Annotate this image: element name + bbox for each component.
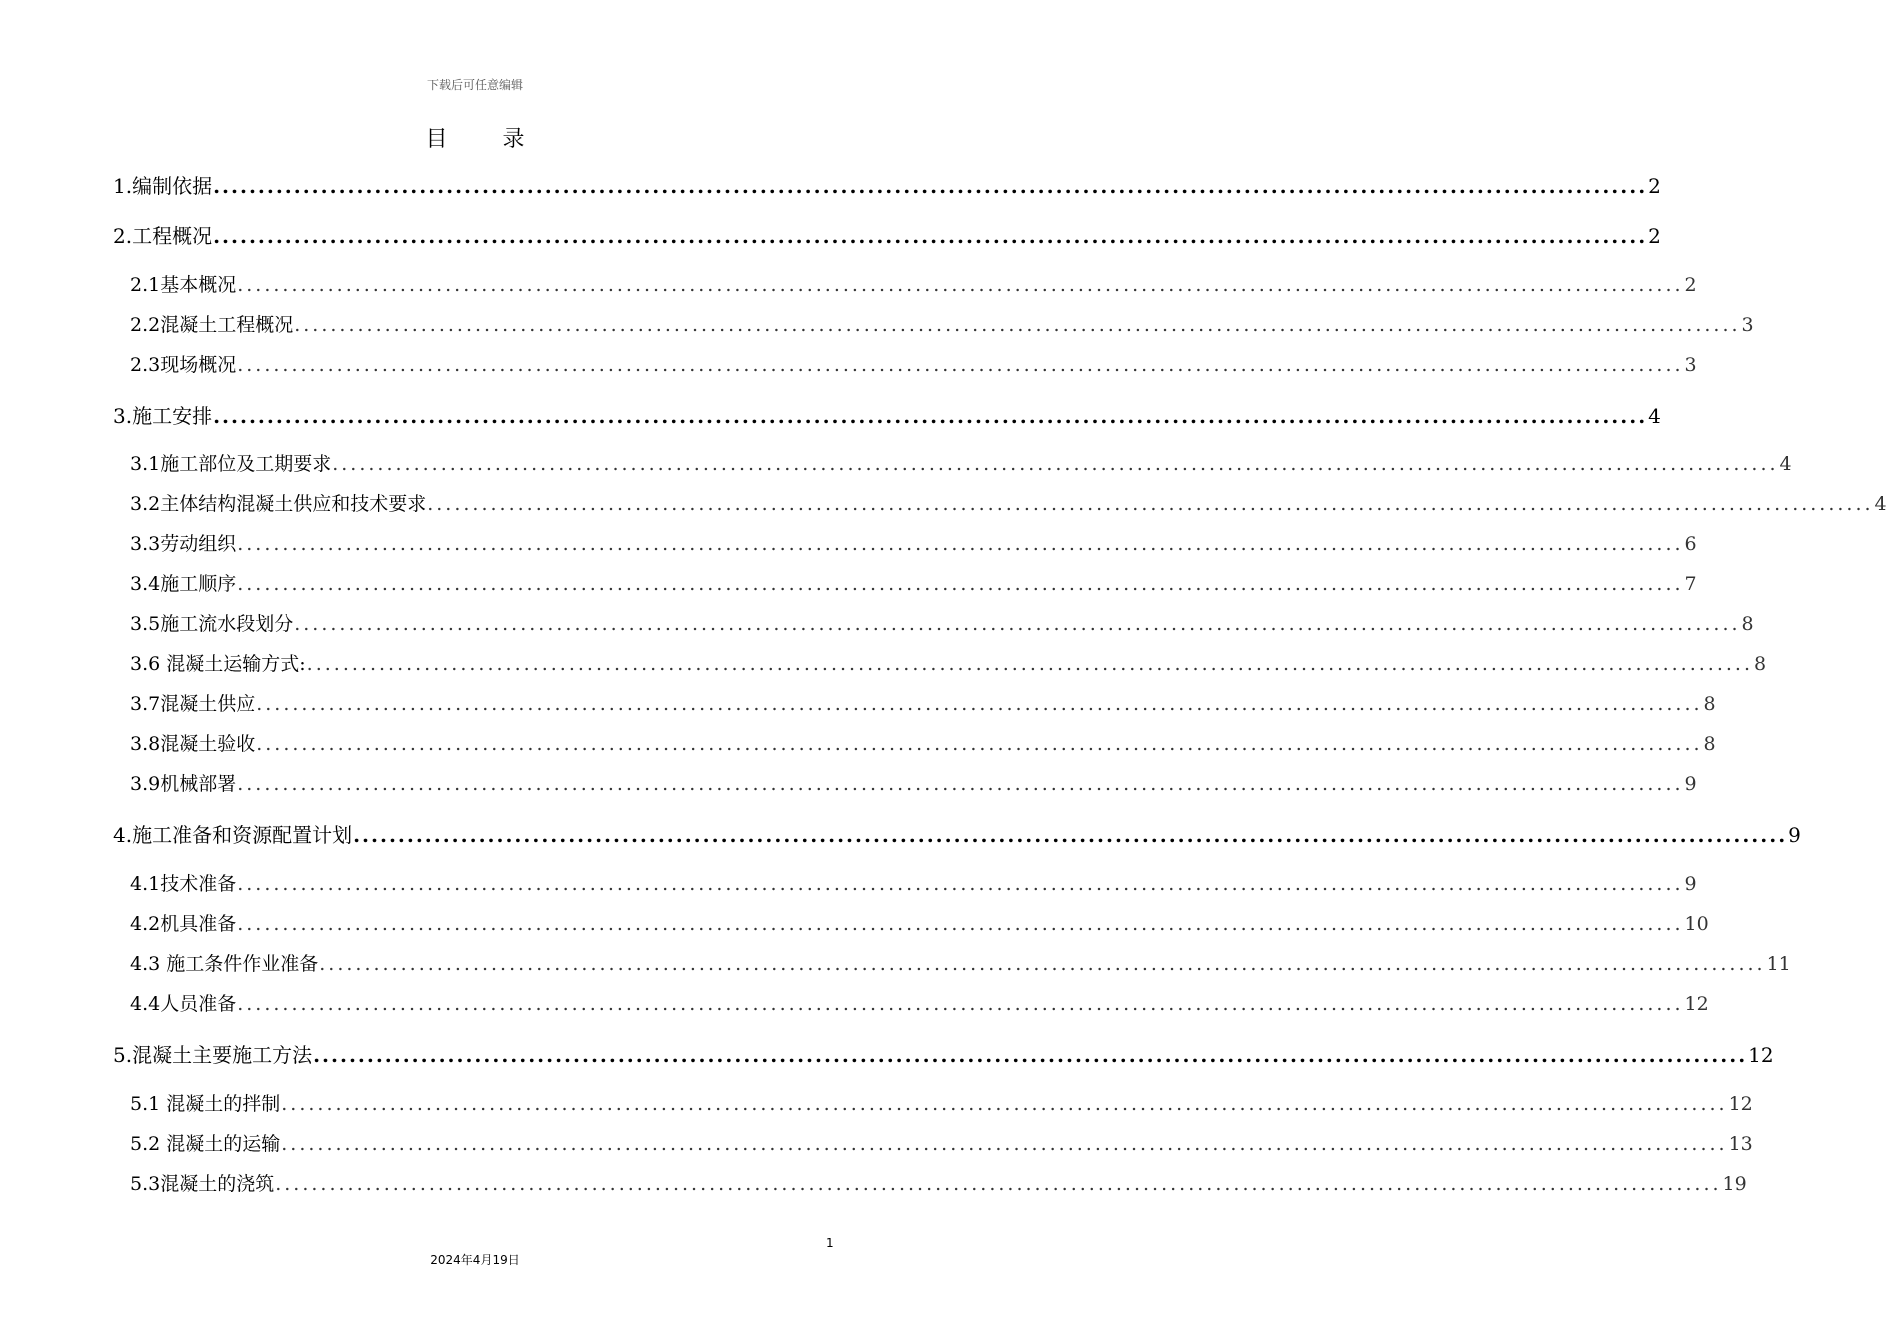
toc-entry-page: 12 bbox=[1748, 1043, 1774, 1067]
toc-dot-leader: ................................................................................................................................................................ bbox=[353, 823, 1788, 847]
toc-dot-leader: ................................................................................................................................................................ bbox=[237, 274, 1684, 296]
toc-entry-page: 12 bbox=[1684, 993, 1709, 1015]
toc-entry-page: 2 bbox=[1648, 174, 1661, 198]
toc-entry-page: 4 bbox=[1648, 404, 1661, 428]
toc-dot-leader: ................................................................................................................................................................ bbox=[275, 1173, 1722, 1195]
toc-entry-page: 4 bbox=[1779, 453, 1792, 475]
toc-dot-leader: ................................................................................................................................................................ bbox=[213, 404, 1648, 428]
toc-dot-leader: ................................................................................................................................................................ bbox=[237, 773, 1684, 795]
toc-entry-page: 8 bbox=[1703, 733, 1716, 755]
toc-dot-leader: ................................................................................................................................................................ bbox=[237, 533, 1684, 555]
toc-entry-label: 2.1基本概况 bbox=[130, 274, 237, 296]
toc-entry-label: 3.7混凝土供应 bbox=[130, 693, 256, 715]
toc-entry-page: 6 bbox=[1684, 533, 1697, 555]
toc-entry[interactable] bbox=[130, 693, 1716, 715]
toc-dot-leader: ................................................................................................................................................................ bbox=[427, 493, 1874, 515]
toc-dot-leader: ................................................................................................................................................................ bbox=[256, 733, 1703, 755]
toc-dot-leader: ................................................................................................................................................................ bbox=[237, 573, 1684, 595]
toc-entry-page: 8 bbox=[1703, 693, 1716, 715]
toc-dot-leader: ................................................................................................................................................................ bbox=[237, 993, 1684, 1015]
toc-dot-leader: ................................................................................................................................................................ bbox=[237, 873, 1684, 895]
toc-entry-label: 4.施工准备和资源配置计划 bbox=[113, 823, 353, 847]
page-number: 1 bbox=[826, 1236, 834, 1250]
toc-entry-page: 8 bbox=[1754, 653, 1767, 675]
toc-entry[interactable] bbox=[113, 1043, 1774, 1067]
toc-entry-page: 2 bbox=[1684, 274, 1697, 296]
toc-entry-page: 8 bbox=[1741, 613, 1754, 635]
toc-entry-label: 5.1 混凝土的拌制 bbox=[130, 1093, 281, 1115]
toc-entry-page: 13 bbox=[1728, 1133, 1753, 1155]
toc-entry[interactable] bbox=[130, 953, 1791, 975]
toc-entry[interactable] bbox=[130, 533, 1697, 555]
toc-entry-label: 4.2机具准备 bbox=[130, 913, 237, 935]
toc-entry-page: 7 bbox=[1684, 573, 1697, 595]
toc-entry-label: 3.6 混凝土运输方式: bbox=[130, 653, 306, 675]
toc-entry[interactable] bbox=[130, 733, 1716, 755]
toc-entry[interactable] bbox=[130, 773, 1697, 795]
toc-entry-label: 3.3劳动组织 bbox=[130, 533, 237, 555]
toc-title: 目 录 bbox=[425, 127, 549, 152]
toc-dot-leader: ................................................................................................................................................................ bbox=[306, 653, 1753, 675]
toc-entry[interactable] bbox=[130, 573, 1697, 595]
toc-entry[interactable] bbox=[130, 1093, 1753, 1115]
toc-dot-leader: ................................................................................................................................................................ bbox=[294, 314, 1741, 336]
toc-entry-page: 11 bbox=[1766, 953, 1791, 975]
toc-dot-leader: ................................................................................................................................................................ bbox=[213, 174, 1648, 198]
toc-entry[interactable] bbox=[130, 274, 1697, 296]
toc-entry[interactable] bbox=[130, 493, 1887, 515]
toc-dot-leader: ................................................................................................................................................................ bbox=[332, 453, 1779, 475]
toc-entry[interactable] bbox=[130, 993, 1709, 1015]
header-note: 下载后可任意编辑 bbox=[426, 78, 523, 92]
toc-dot-leader: ................................................................................................................................................................ bbox=[237, 913, 1684, 935]
toc-entry[interactable] bbox=[130, 453, 1792, 475]
toc-entry-page: 3 bbox=[1741, 314, 1754, 336]
toc-entry-page: 9 bbox=[1684, 873, 1697, 895]
toc-dot-leader: ................................................................................................................................................................ bbox=[294, 613, 1741, 635]
toc-entry-label: 3.5施工流水段划分 bbox=[130, 613, 294, 635]
toc-entry-page: 10 bbox=[1684, 913, 1709, 935]
toc-entry[interactable] bbox=[130, 1133, 1753, 1155]
toc-entry-page: 19 bbox=[1722, 1173, 1747, 1195]
toc-entry-page: 4 bbox=[1874, 493, 1887, 515]
toc-entry-label: 4.4人员准备 bbox=[130, 993, 237, 1015]
toc-entry-page: 3 bbox=[1684, 354, 1697, 376]
toc-entry-label: 3.9机械部署 bbox=[130, 773, 237, 795]
toc-entry-page: 9 bbox=[1788, 823, 1801, 847]
toc-entry[interactable] bbox=[130, 653, 1767, 675]
toc-entry-label: 2.2混凝土工程概况 bbox=[130, 314, 294, 336]
toc-entry-label: 3.8混凝土验收 bbox=[130, 733, 256, 755]
toc-entry[interactable] bbox=[113, 224, 1661, 248]
toc-entry[interactable] bbox=[113, 404, 1661, 428]
toc-entry[interactable] bbox=[130, 354, 1697, 376]
toc-entry[interactable] bbox=[130, 613, 1754, 635]
toc-dot-leader: ................................................................................................................................................................ bbox=[313, 1043, 1748, 1067]
toc-entry[interactable] bbox=[130, 873, 1697, 895]
toc-entry-label: 3.4施工顺序 bbox=[130, 573, 237, 595]
toc-entry-label: 2.3现场概况 bbox=[130, 354, 237, 376]
toc-dot-leader: ................................................................................................................................................................ bbox=[281, 1133, 1728, 1155]
toc-dot-leader: ................................................................................................................................................................ bbox=[213, 224, 1648, 248]
toc-entry-label: 4.1技术准备 bbox=[130, 873, 237, 895]
toc-entry[interactable] bbox=[130, 913, 1709, 935]
toc-entry[interactable] bbox=[130, 314, 1754, 336]
toc-dot-leader: ................................................................................................................................................................ bbox=[237, 354, 1684, 376]
toc-dot-leader: ................................................................................................................................................................ bbox=[256, 693, 1703, 715]
toc-entry-page: 12 bbox=[1728, 1093, 1753, 1115]
toc-entry-label: 2.工程概况 bbox=[113, 224, 213, 248]
toc-entry-label: 5.3混凝土的浇筑 bbox=[130, 1173, 275, 1195]
footer-date: 2024年4月19日 bbox=[430, 1253, 520, 1267]
toc-entry-page: 2 bbox=[1648, 224, 1661, 248]
toc-entry-label: 5.混凝土主要施工方法 bbox=[113, 1043, 313, 1067]
toc-entry-page: 9 bbox=[1684, 773, 1697, 795]
toc-dot-leader: ................................................................................................................................................................ bbox=[281, 1093, 1728, 1115]
toc-dot-leader: ................................................................................................................................................................ bbox=[319, 953, 1766, 975]
toc-entry-label: 3.施工安排 bbox=[113, 404, 213, 428]
toc-entry-label: 5.2 混凝土的运输 bbox=[130, 1133, 281, 1155]
toc-entry-label: 3.1施工部位及工期要求 bbox=[130, 453, 332, 475]
toc-entry[interactable] bbox=[130, 1173, 1747, 1195]
toc-entry-label: 3.2主体结构混凝土供应和技术要求 bbox=[130, 493, 427, 515]
toc-entry-label: 4.3 施工条件作业准备 bbox=[130, 953, 319, 975]
toc-entry-label: 1.编制依据 bbox=[113, 174, 213, 198]
toc-entry[interactable] bbox=[113, 823, 1801, 847]
toc-entry[interactable] bbox=[113, 174, 1661, 198]
